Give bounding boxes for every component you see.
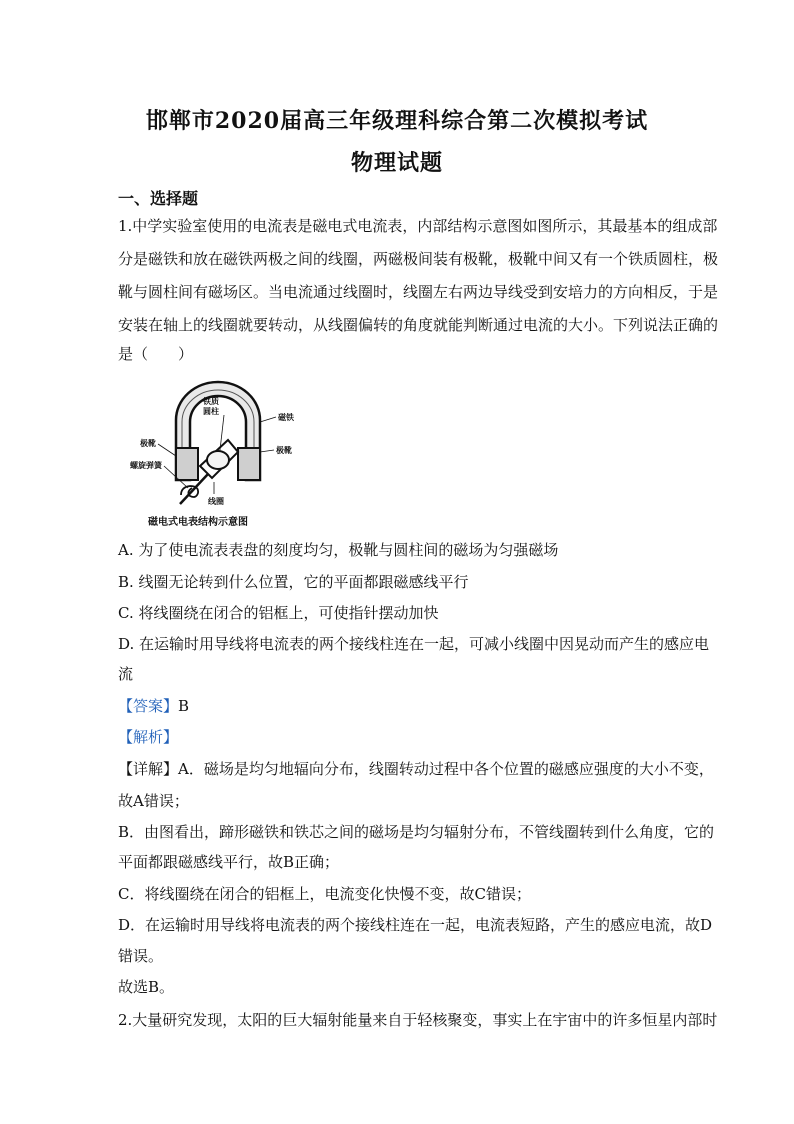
q1-stem-line: 1.中学实验室使用的电流表是磁电式电流表，内部结构示意图如图所示，其最基本的组成部 — [118, 217, 718, 235]
iron-cylinder — [207, 451, 229, 469]
answer-value: B — [178, 697, 190, 715]
detail-line: 错误。 — [118, 947, 164, 965]
detail-line: D．在运输时用导线将电流表的两个接线柱连在一起，电流表短路，产生的感应电流，故D — [118, 916, 713, 934]
pole-shoe-left — [176, 448, 198, 480]
exam-subtitle: 物理试题 — [350, 150, 443, 176]
figure-caption: 磁电式电表结构示意图 — [148, 517, 248, 528]
galvanometer-diagram — [128, 370, 318, 530]
q1-stem-line: 分是磁铁和放在磁铁两极之间的线圈，两磁极间装有极靴，极靴中间又有一个铁质圆柱，极 — [118, 250, 719, 268]
q1-option-a: A. 为了使电流表表盘的刻度均匀，极靴与圆柱间的磁场为匀强磁场 — [118, 541, 559, 559]
section-heading: 一、选择题 — [118, 189, 199, 208]
q1-option-c: C. 将线圈绕在闭合的铝框上，可使指针摆动加快 — [118, 604, 439, 622]
exam-title: 邯郸市2020届高三年级理科综合第二次模拟考试 — [145, 108, 649, 134]
q1-option-d: D. 在运输时用导线将电流表的两个接线柱连在一起，可减小线圈中因晃动而产生的感应电 — [118, 635, 710, 653]
label-core-2: 圆柱 — [203, 407, 219, 416]
pole-shoe-right — [238, 448, 260, 480]
q1-stem-line: 靴与圆柱间有磁场区。当电流通过线圈时，线圈左右两边导线受到安培力的方向相反，于是 — [118, 283, 719, 301]
q2-stem-line: 2.大量研究发现，太阳的巨大辐射能量来自于轻核聚变，事实上在宇宙中的许多恒星内部时 — [118, 1011, 718, 1029]
label-spring: 螺旋弹簧 — [130, 461, 162, 470]
detail-line: 故A错误； — [118, 792, 189, 810]
conclusion-line: 故选B。 — [118, 978, 175, 996]
label-pole-left: 极靴 — [140, 439, 156, 448]
label-magnet: 磁铁 — [278, 413, 294, 422]
detail-line — [118, 759, 714, 779]
answer-line — [118, 696, 189, 716]
detail-line: 平面都跟磁感线平行，故B正确； — [118, 853, 340, 871]
label-coil: 线圈 — [208, 497, 224, 506]
analysis-tag — [118, 727, 178, 747]
q1-stem-line: 安装在轴上的线圈就要转动，从线圈偏转的角度就能判断通过电流的大小。下列说法正确的 — [118, 316, 719, 334]
label-pole-right: 极靴 — [276, 446, 292, 455]
label-core-1: 铁质 — [203, 397, 219, 406]
q1-option-d-cont: 流 — [118, 665, 134, 683]
detail-text: A．磁场是均匀地辐向分布，线圈转动过程中各个位置的磁感应强度的大小不变， — [178, 760, 714, 778]
q1-option-b: B. 线圈无论转到什么位置，它的平面都跟磁感线平行 — [118, 573, 469, 591]
detail-tag: 【详解】 — [118, 760, 179, 778]
detail-line: C．将线圈绕在闭合的铝框上，电流变化快慢不变，故C错误； — [118, 885, 531, 903]
q1-stem-line: 是（ ） — [118, 345, 194, 363]
analysis-label: 【解析】 — [118, 728, 179, 746]
detail-line: B．由图看出，蹄形磁铁和铁芯之间的磁场是均匀辐射分布，不管线圈转到什么角度，它的 — [118, 823, 715, 841]
answer-tag: 【答案】 — [118, 697, 179, 715]
